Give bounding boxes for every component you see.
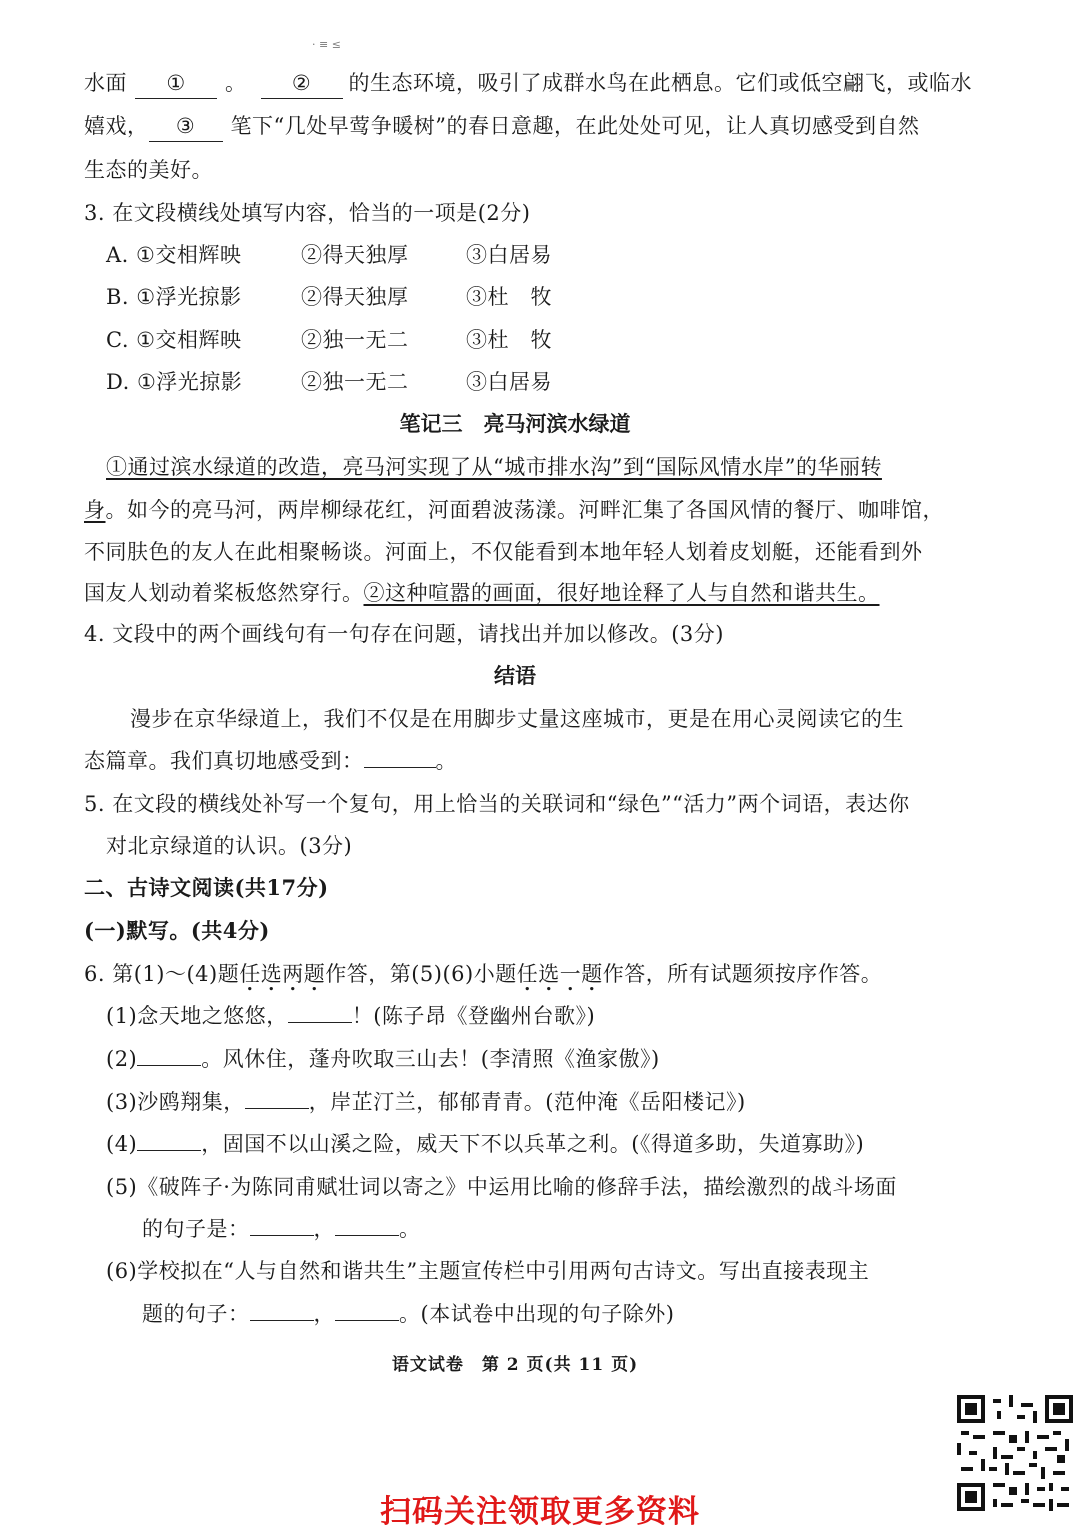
question-6-item-6: (6)学校拟在“人与自然和谐共生”主题宣传栏中引用两句古诗文。写出直接表现主 xyxy=(106,1259,870,1283)
emphasis-char: 任 xyxy=(516,962,539,986)
answer-blank xyxy=(250,1320,314,1321)
question-6-item-4 xyxy=(106,1129,864,1159)
blank-1: ① xyxy=(135,68,217,99)
text: 作答，所有试题须按序作答。 xyxy=(602,962,883,986)
text: ，岸芷汀兰，郁郁青青。(范仲淹《岳阳楼记》) xyxy=(308,1090,746,1114)
section-2-heading: 二、古诗文阅读(共17分) xyxy=(84,875,329,900)
emphasis-char: 题 xyxy=(303,962,326,986)
question-6-item-2 xyxy=(106,1044,660,1074)
text: ， xyxy=(313,1217,335,1241)
note-3-line-4 xyxy=(84,578,880,608)
blank-3: ③ xyxy=(149,111,223,142)
underlined-sentence-1-end: 身 xyxy=(84,498,106,522)
text: (4) xyxy=(106,1132,138,1156)
promo-banner-text: 扫码关注领取更多资料 xyxy=(380,1494,700,1530)
text: 。 xyxy=(225,71,247,95)
text: 。如今的亮马河，两岸柳绿花红，河面碧波荡漾。河畔汇集了各国风情的餐厅、咖啡馆， xyxy=(105,498,944,522)
scan-mark: · ≡ ≤ xyxy=(312,38,341,51)
text: ！(陈子昂《登幽州台歌》) xyxy=(351,1004,596,1028)
underlined-sentence-2: ②这种喧嚣的画面，很好地诠释了人与自然和谐共生。 xyxy=(363,581,880,605)
text: 态篇章。我们真切地感受到： xyxy=(84,749,364,773)
option-text: A. ①交相辉映 xyxy=(106,243,242,267)
conclusion-blank xyxy=(364,767,436,768)
option-text: ③白居易 xyxy=(466,243,552,267)
option-text: D. ①浮光掠影 xyxy=(106,370,243,394)
text: 题的句子： xyxy=(142,1302,250,1326)
answer-blank xyxy=(137,1150,201,1151)
text: (2) xyxy=(106,1047,138,1071)
answer-blank xyxy=(137,1065,201,1066)
text: 国友人划动着桨板悠然穿行。 xyxy=(84,581,364,605)
text: 。(本试卷中出现的句子除外) xyxy=(399,1302,675,1326)
option-text: C. ①交相辉映 xyxy=(106,328,242,352)
answer-blank xyxy=(250,1235,314,1236)
emphasis-char: 题 xyxy=(581,962,603,986)
emphasis-char: 两 xyxy=(282,962,304,986)
passage-line-2 xyxy=(84,111,919,142)
emphasis-char: 选 xyxy=(538,962,560,986)
option-text: ③杜 牧 xyxy=(466,285,552,309)
answer-blank xyxy=(245,1108,309,1109)
option-c xyxy=(106,325,552,355)
text: 。风休住，蓬舟吹取三山去！(李清照《渔家傲》) xyxy=(201,1047,660,1071)
question-6-item-1 xyxy=(106,1001,595,1031)
conclusion-heading: 结语 xyxy=(494,663,536,688)
text: (3)沙鸥翔集， xyxy=(106,1090,245,1114)
note-3-line-3: 不同肤色的友人在此相聚畅谈。河面上，不仅能看到本地年轻人划着皮划艇，还能看到外 xyxy=(84,540,923,564)
text: 6. 第(1)～(4)题 xyxy=(84,962,240,986)
page-footer: 语文试卷 第 2 页(共 11 页) xyxy=(391,1355,639,1375)
question-4: 4. 文段中的两个画线句有一句存在问题，请找出并加以修改。(3分) xyxy=(84,622,724,646)
text: 笔下“几处早莺争暖树”的春日意趣，在此处处可见，让人真切感受到自然 xyxy=(230,114,920,138)
emphasis-char: 选 xyxy=(260,962,283,986)
underlined-sentence-1: ①通过滨水绿道的改造，亮马河实现了从“城市排水沟”到“国际风情水岸”的华丽转 xyxy=(106,455,882,479)
answer-blank xyxy=(335,1235,399,1236)
text: 水面 xyxy=(84,71,127,95)
option-text: ②独一无二 xyxy=(301,328,409,352)
note-3-line-2 xyxy=(84,495,944,525)
option-text: ②独一无二 xyxy=(301,370,409,394)
subsection-1-heading: (一)默写。(共4分) xyxy=(84,918,270,943)
text: ， xyxy=(313,1302,335,1326)
text: 作答，第(5)(6)小题 xyxy=(325,962,517,986)
option-text: ②得天独厚 xyxy=(301,285,409,309)
option-text: B. ①浮光掠影 xyxy=(106,285,242,309)
emphasis-char: 一 xyxy=(559,962,582,986)
answer-blank xyxy=(335,1320,399,1321)
question-3-stem: 3. 在文段横线处填写内容，恰当的一项是(2分) xyxy=(84,201,531,225)
question-6-item-3 xyxy=(106,1087,746,1117)
text: 的句子是： xyxy=(142,1217,250,1241)
passage-line-3: 生态的美好。 xyxy=(84,158,213,182)
option-d xyxy=(106,367,552,397)
option-text: ②得天独厚 xyxy=(301,243,409,267)
note-3-heading: 笔记三 亮马河滨水绿道 xyxy=(399,411,631,436)
question-5-line-2: 对北京绿道的认识。(3分) xyxy=(106,834,353,858)
option-text: ③白居易 xyxy=(466,370,552,394)
question-5-line-1: 5. 在文段的横线处补写一个复句，用上恰当的关联词和“绿色”“活力”两个词语，表达你 xyxy=(84,792,910,816)
passage-line-1 xyxy=(84,68,972,99)
note-3-line-1 xyxy=(106,452,882,482)
question-6-item-5: (5)《破阵子·为陈同甫赋壮词以寄之》中运用比喻的修辞手法，描绘激烈的战斗场面 xyxy=(106,1175,897,1199)
emphasis-char: 任 xyxy=(239,962,261,986)
option-b xyxy=(106,282,552,312)
question-6-item-6-line-2 xyxy=(142,1299,674,1329)
text: ，固国不以山溪之险，威天下不以兵革之利。(《得道多助，失道寡助》) xyxy=(201,1132,865,1156)
conclusion-line-2 xyxy=(84,746,457,776)
conclusion-line-1: 漫步在京华绿道上，我们不仅是在用脚步丈量这座城市，更是在用心灵阅读它的生 xyxy=(130,707,904,731)
text: 。 xyxy=(399,1217,421,1241)
option-a xyxy=(106,240,552,270)
option-text: ③杜 牧 xyxy=(466,328,552,352)
text: 。 xyxy=(435,749,457,773)
blank-2: ② xyxy=(261,68,343,99)
text: (1)念天地之悠悠， xyxy=(106,1004,288,1028)
answer-blank xyxy=(288,1022,352,1023)
question-6-stem xyxy=(84,959,882,989)
text: 的生态环境，吸引了成群水鸟在此栖息。它们或低空翩飞，或临水 xyxy=(348,71,972,95)
question-6-item-5-line-2 xyxy=(142,1214,421,1244)
text: 嬉戏， xyxy=(84,114,149,138)
